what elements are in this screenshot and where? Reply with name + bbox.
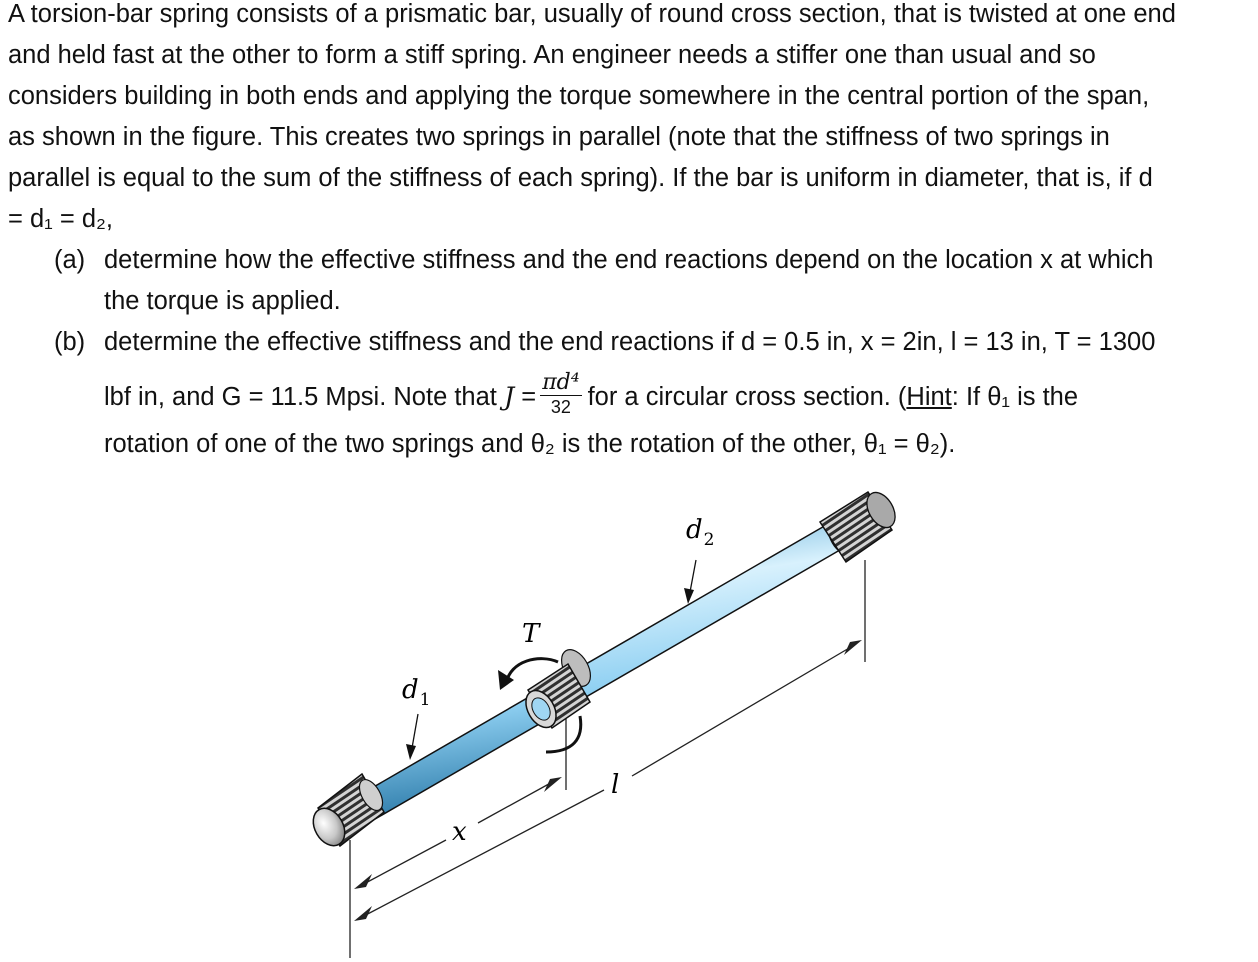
intro-line: considers building in both ends and applying the torque somewhere in the central portion of the span, — [8, 82, 1150, 110]
torsion-bar — [358, 517, 852, 822]
part-b-line2-after: for a circular cross section. ( — [587, 383, 907, 411]
x-dimension-line — [478, 780, 556, 823]
part-b-line1: determine the effective stiffness and the end reactions if d = 0.5 in, x = 2in, l = 13 in, T = 1300 — [104, 328, 1156, 356]
l-arrowhead-right — [844, 640, 862, 655]
intro-line: and held fast at the other to form a stiff spring. An engineer needs a stiffer one than usual and so — [8, 41, 1096, 69]
d1-leader — [412, 714, 418, 748]
x-label: x — [452, 817, 467, 847]
part-b-line2-before: lbf in, and G = 11.5 Mpsi. Note that — [104, 383, 497, 411]
d1-label: $d_1$ — [402, 675, 431, 710]
part-b-line3: rotation of one of the two springs and θ₂ is the rotation of the other, θ₁ = θ₂). — [104, 430, 956, 458]
part-b-hint-text: : If θ₁ is the — [951, 383, 1079, 411]
part-b-label: (b) — [54, 328, 86, 356]
l-dimension-line — [632, 644, 856, 776]
intro-line: A torsion-bar spring consists of a prismatic bar, usually of round cross section, that is twisted at one end — [8, 0, 1176, 28]
d2-leader — [690, 560, 696, 592]
torque-label: T — [522, 619, 540, 649]
formula-numerator: πd⁴ — [542, 369, 580, 395]
intro-line: = d₁ = d₂, — [8, 205, 113, 233]
formula-equals: = — [521, 383, 537, 411]
intro-line: as shown in the figure. This creates two springs in parallel (note that the stiffness of two springs in — [8, 123, 1110, 151]
intro-line: parallel is equal to the sum of the stiffness of each spring). If the bar is uniform in diameter, that is, if d — [8, 164, 1153, 192]
l-dimension-line — [360, 790, 604, 918]
part-a-label: (a) — [54, 246, 86, 274]
length-label: l — [611, 770, 620, 800]
formula-denominator: 32 — [550, 396, 571, 417]
formula-j: J — [503, 382, 515, 412]
hint-label: Hint — [906, 383, 952, 411]
part-a-line2: the torque is applied. — [104, 287, 341, 315]
d1-leader-arrowhead — [406, 744, 416, 760]
d2-label: $d_2$ — [686, 515, 715, 550]
part-a-line1: determine how the effective stiffness and the end reactions depend on the location x at which — [104, 246, 1154, 274]
left-end-fixture — [307, 774, 387, 851]
